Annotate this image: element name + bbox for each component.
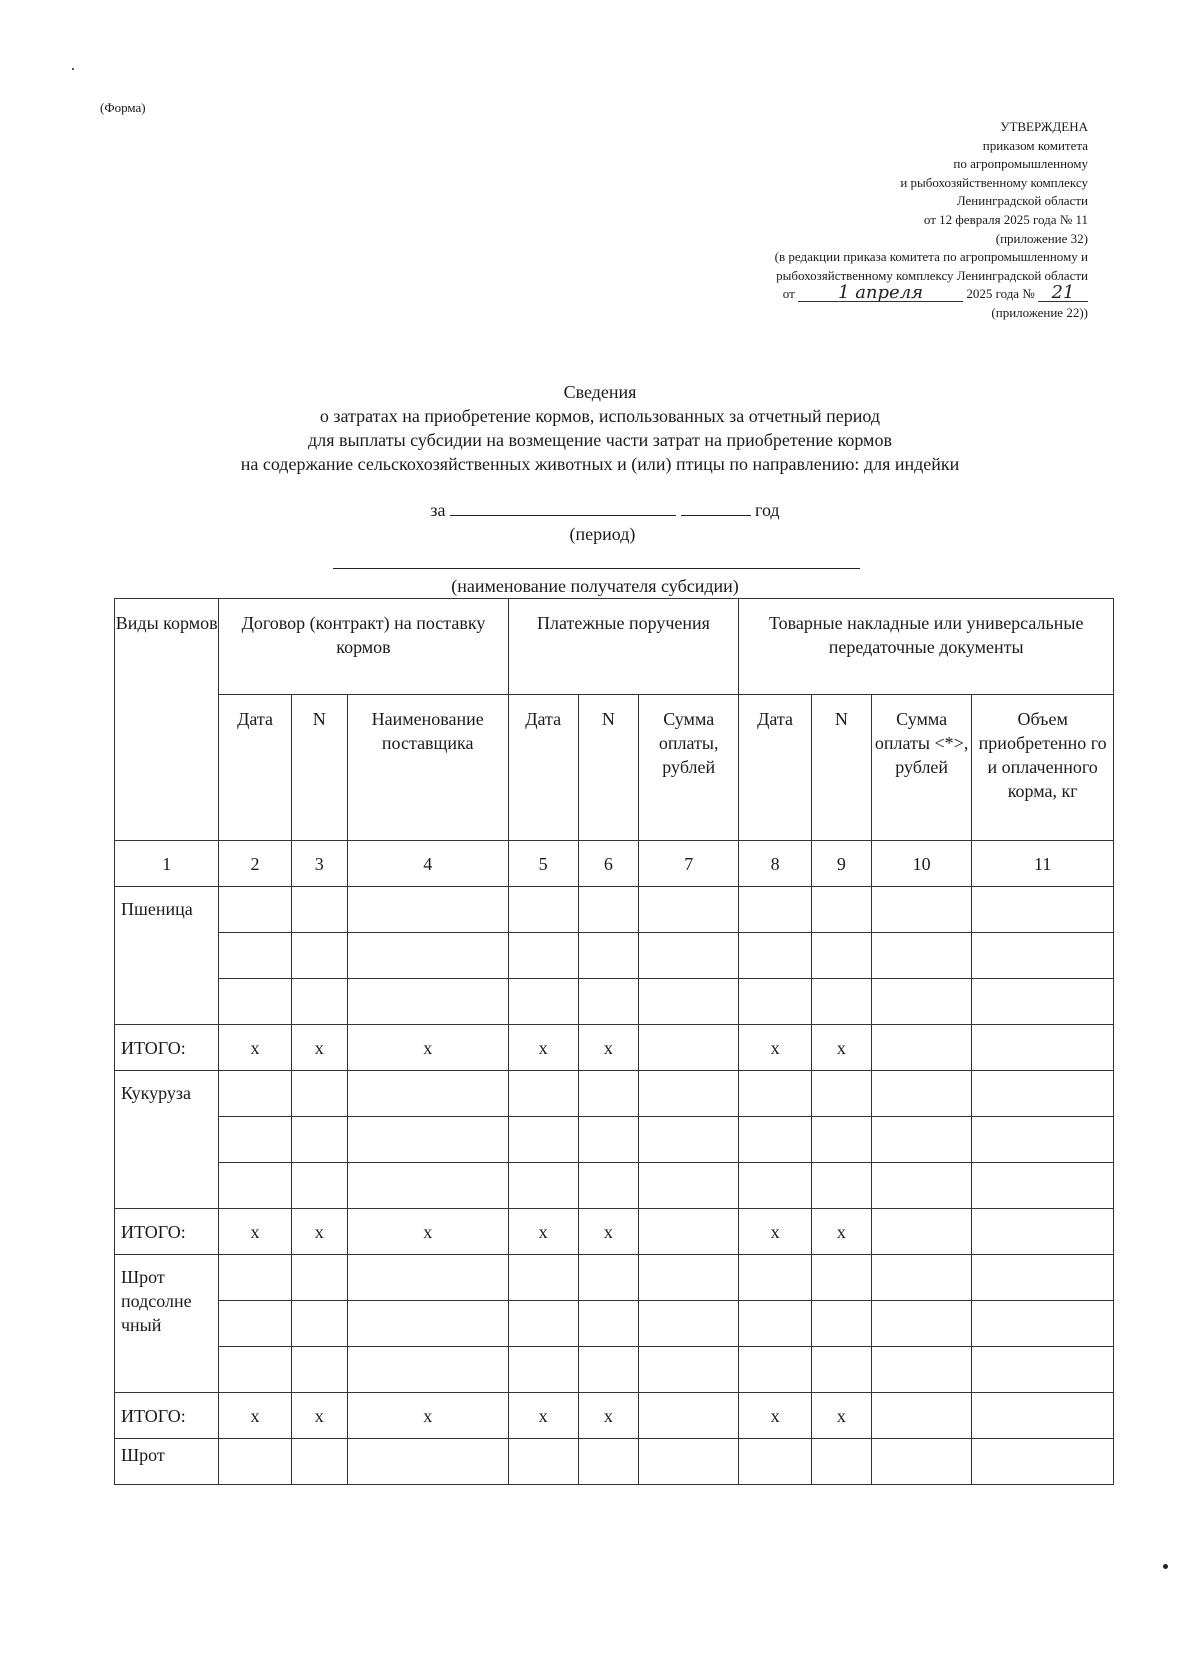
total-row	[115, 1025, 1114, 1071]
subheader-invoice-sum: Сумма оплаты <*>, рублей	[871, 695, 971, 841]
table-cell	[219, 1439, 291, 1485]
subheader-row	[115, 695, 1114, 841]
table-cell	[347, 933, 508, 979]
table-cell	[639, 979, 739, 1025]
table-cell	[219, 933, 291, 979]
table-row	[115, 1163, 1114, 1209]
table-cell	[972, 979, 1114, 1025]
table-cell	[578, 1071, 638, 1117]
table-row	[115, 1347, 1114, 1393]
handwritten-number: 21	[1038, 285, 1088, 302]
x-mark: x	[811, 1025, 871, 1071]
table-cell	[291, 933, 347, 979]
table-cell	[972, 1301, 1114, 1347]
feed-type-label: Кукуруза	[115, 1071, 219, 1209]
recipient-blank	[333, 568, 860, 569]
approval-line: (приложение 32)	[995, 230, 1088, 246]
total-label: ИТОГО:	[115, 1209, 219, 1255]
table-cell	[811, 933, 871, 979]
table-cell	[508, 933, 578, 979]
column-number: 8	[739, 841, 811, 887]
table-row	[115, 1255, 1114, 1301]
column-number: 2	[219, 841, 291, 887]
table-cell	[739, 887, 811, 933]
table-cell	[871, 1393, 971, 1439]
approval-line: Ленинградской области	[956, 193, 1088, 209]
table-cell	[291, 1301, 347, 1347]
feed-costs-table	[114, 598, 1114, 1485]
title-line: на содержание сельскохозяйственных животных и (или) птицы по направлению: для индейки	[240, 454, 960, 474]
approval-line: приказом комитета	[982, 137, 1088, 153]
table-cell	[291, 1347, 347, 1393]
table-cell	[347, 1117, 508, 1163]
table-row	[115, 1301, 1114, 1347]
total-row	[115, 1209, 1114, 1255]
column-number: 7	[639, 841, 739, 887]
table-cell	[508, 887, 578, 933]
table-cell	[972, 1347, 1114, 1393]
x-mark: x	[347, 1025, 508, 1071]
table-cell	[739, 1347, 811, 1393]
column-number: 6	[578, 841, 638, 887]
scan-speck	[72, 68, 74, 70]
table-cell	[578, 1117, 638, 1163]
table-cell	[347, 1439, 508, 1485]
x-mark: x	[811, 1393, 871, 1439]
table-cell	[639, 1163, 739, 1209]
table-cell	[219, 1071, 291, 1117]
table-cell	[219, 1347, 291, 1393]
table-cell	[811, 1163, 871, 1209]
table-cell	[811, 1117, 871, 1163]
table-row	[115, 1071, 1114, 1117]
header-row	[115, 599, 1114, 695]
table-cell	[639, 1071, 739, 1117]
number-sign: №	[1022, 286, 1035, 302]
table-cell	[871, 933, 971, 979]
table-cell	[639, 1439, 739, 1485]
table-cell	[219, 1301, 291, 1347]
column-number: 1	[115, 841, 219, 887]
x-mark: x	[508, 1393, 578, 1439]
table-cell	[639, 1393, 739, 1439]
column-number: 9	[811, 841, 871, 887]
x-mark: x	[219, 1209, 291, 1255]
x-mark: x	[291, 1393, 347, 1439]
subheader-date: Дата	[508, 695, 578, 841]
table-row	[115, 1117, 1114, 1163]
x-mark: x	[219, 1025, 291, 1071]
table-cell	[972, 1025, 1114, 1071]
table-cell	[739, 979, 811, 1025]
table-cell	[508, 1163, 578, 1209]
x-mark: x	[291, 1209, 347, 1255]
column-numbers-row	[115, 841, 1114, 887]
table-cell	[291, 1255, 347, 1301]
table-cell	[578, 979, 638, 1025]
column-number: 10	[871, 841, 971, 887]
table-cell	[871, 887, 971, 933]
year-text: 2025 года	[966, 286, 1020, 302]
table-cell	[219, 1163, 291, 1209]
period-suffix: год	[755, 500, 780, 520]
table-cell	[508, 1255, 578, 1301]
x-mark: x	[739, 1209, 811, 1255]
subheader-volume: Объем приобретенно го и оплаченного корма, кг	[972, 695, 1114, 841]
table-cell	[739, 1301, 811, 1347]
table-cell	[347, 1071, 508, 1117]
table-cell	[639, 1025, 739, 1071]
table-cell	[871, 1301, 971, 1347]
table-cell	[871, 1071, 971, 1117]
approval-line: УТВЕРЖДЕНА	[1000, 119, 1088, 134]
table-cell	[811, 1071, 871, 1117]
title-line: о затратах на приобретение кормов, использованных за отчетный период	[319, 406, 881, 426]
period-label: (период)	[569, 524, 636, 544]
handwritten-date: 1 апреля	[798, 285, 963, 302]
table-cell	[972, 933, 1114, 979]
period-prefix: за	[430, 500, 446, 520]
year-blank	[681, 501, 751, 516]
recipient-label: (наименование получателя субсидии)	[451, 576, 739, 596]
column-number: 11	[972, 841, 1114, 887]
subheader-supplier: Наименование поставщика	[347, 695, 508, 841]
table-cell	[972, 887, 1114, 933]
table-cell	[578, 1301, 638, 1347]
column-number: 5	[508, 841, 578, 887]
table-cell	[291, 979, 347, 1025]
x-mark: x	[291, 1025, 347, 1071]
title-heading: Сведения	[563, 382, 637, 402]
table-cell	[811, 1301, 871, 1347]
form-label: (Форма)	[100, 100, 146, 115]
document-title	[120, 380, 1080, 476]
table-cell	[972, 1209, 1114, 1255]
table-cell	[508, 1117, 578, 1163]
column-number: 4	[347, 841, 508, 887]
table-cell	[871, 1025, 971, 1071]
table-cell	[871, 979, 971, 1025]
header-invoices: Товарные накладные или универсальные передаточные документы	[739, 599, 1114, 695]
table-cell	[871, 1255, 971, 1301]
approval-line: и рыбохозяйственному комплексу	[900, 174, 1088, 190]
table-cell	[972, 1255, 1114, 1301]
title-line: для выплаты субсидии на возмещение части затрат на приобретение кормов	[308, 430, 892, 450]
column-number: 3	[291, 841, 347, 887]
table-cell	[739, 1117, 811, 1163]
table-cell	[972, 1393, 1114, 1439]
subheader-n: N	[291, 695, 347, 841]
x-mark: x	[508, 1025, 578, 1071]
x-mark: x	[578, 1025, 638, 1071]
table-cell	[972, 1439, 1114, 1485]
table-cell	[871, 1347, 971, 1393]
total-label: ИТОГО:	[115, 1025, 219, 1071]
table-cell	[972, 1071, 1114, 1117]
feed-type-label: Шрот	[115, 1439, 219, 1485]
table-cell	[739, 1255, 811, 1301]
table-row	[115, 887, 1114, 933]
subheader-n: N	[811, 695, 871, 841]
table-cell	[739, 1163, 811, 1209]
table-row	[115, 1439, 1114, 1485]
table-cell	[871, 1163, 971, 1209]
x-mark: x	[347, 1209, 508, 1255]
table-row	[115, 933, 1114, 979]
date-prefix: от	[782, 286, 795, 302]
table-cell	[347, 1301, 508, 1347]
subheader-date: Дата	[219, 695, 291, 841]
table-cell	[639, 1347, 739, 1393]
approval-line: рыбохозяйственному комплексу Ленинградской области	[776, 267, 1088, 283]
table-cell	[578, 933, 638, 979]
approval-block	[668, 118, 1088, 323]
table-cell	[347, 887, 508, 933]
table-cell	[291, 1071, 347, 1117]
x-mark: x	[578, 1209, 638, 1255]
approval-line: от 12 февраля 2025 года № 11	[923, 211, 1088, 227]
x-mark: x	[739, 1393, 811, 1439]
x-mark: x	[219, 1393, 291, 1439]
table-cell	[639, 887, 739, 933]
table-cell	[972, 1117, 1114, 1163]
period-line	[0, 500, 1200, 521]
header-feed-type: Виды кормов	[115, 599, 219, 841]
table-cell	[291, 1163, 347, 1209]
table-cell	[219, 887, 291, 933]
table-cell	[347, 1255, 508, 1301]
table-cell	[578, 1439, 638, 1485]
table-cell	[811, 1255, 871, 1301]
table-cell	[811, 979, 871, 1025]
table-cell	[811, 1347, 871, 1393]
x-mark: x	[739, 1025, 811, 1071]
table-cell	[347, 1347, 508, 1393]
table-cell	[811, 887, 871, 933]
table-cell	[219, 1255, 291, 1301]
table-cell	[871, 1117, 971, 1163]
table-cell	[578, 1255, 638, 1301]
x-mark: x	[578, 1393, 638, 1439]
table-cell	[291, 1439, 347, 1485]
table-cell	[871, 1439, 971, 1485]
table-cell	[578, 1347, 638, 1393]
table-cell	[578, 1163, 638, 1209]
table-cell	[219, 979, 291, 1025]
period-blank	[450, 501, 676, 516]
table-cell	[739, 933, 811, 979]
feed-type-label: Шрот подсолне чный	[115, 1255, 219, 1393]
table-cell	[639, 1255, 739, 1301]
table-cell	[508, 1439, 578, 1485]
x-mark: x	[508, 1209, 578, 1255]
amendment-date-line	[668, 282, 1088, 304]
scan-speck	[1163, 1564, 1168, 1569]
table-cell	[871, 1209, 971, 1255]
table-cell	[811, 1439, 871, 1485]
subheader-date: Дата	[739, 695, 811, 841]
feed-type-label: Пшеница	[115, 887, 219, 1025]
table-cell	[639, 1117, 739, 1163]
header-payment-orders: Платежные поручения	[508, 599, 739, 695]
approval-line: (в редакции приказа комитета по агропромышленному и	[774, 249, 1088, 265]
table-row	[115, 979, 1114, 1025]
table-cell	[739, 1439, 811, 1485]
table-cell	[508, 1071, 578, 1117]
subheader-payment-sum: Сумма оплаты, рублей	[639, 695, 739, 841]
table-cell	[508, 1347, 578, 1393]
total-row	[115, 1393, 1114, 1439]
table-cell	[578, 887, 638, 933]
table-cell	[639, 1301, 739, 1347]
approval-line: по агропромышленному	[953, 156, 1088, 172]
x-mark: x	[811, 1209, 871, 1255]
table-cell	[347, 1163, 508, 1209]
table-cell	[347, 979, 508, 1025]
x-mark: x	[347, 1393, 508, 1439]
approval-line: (приложение 22))	[991, 304, 1088, 320]
table-cell	[739, 1071, 811, 1117]
header-contract: Договор (контракт) на поставку кормов	[219, 599, 508, 695]
table-cell	[639, 933, 739, 979]
table-cell	[972, 1163, 1114, 1209]
table-cell	[219, 1117, 291, 1163]
table-cell	[639, 1209, 739, 1255]
table-cell	[291, 1117, 347, 1163]
table-cell	[508, 979, 578, 1025]
subheader-n: N	[578, 695, 638, 841]
total-label: ИТОГО:	[115, 1393, 219, 1439]
table-cell	[291, 887, 347, 933]
table-cell	[508, 1301, 578, 1347]
